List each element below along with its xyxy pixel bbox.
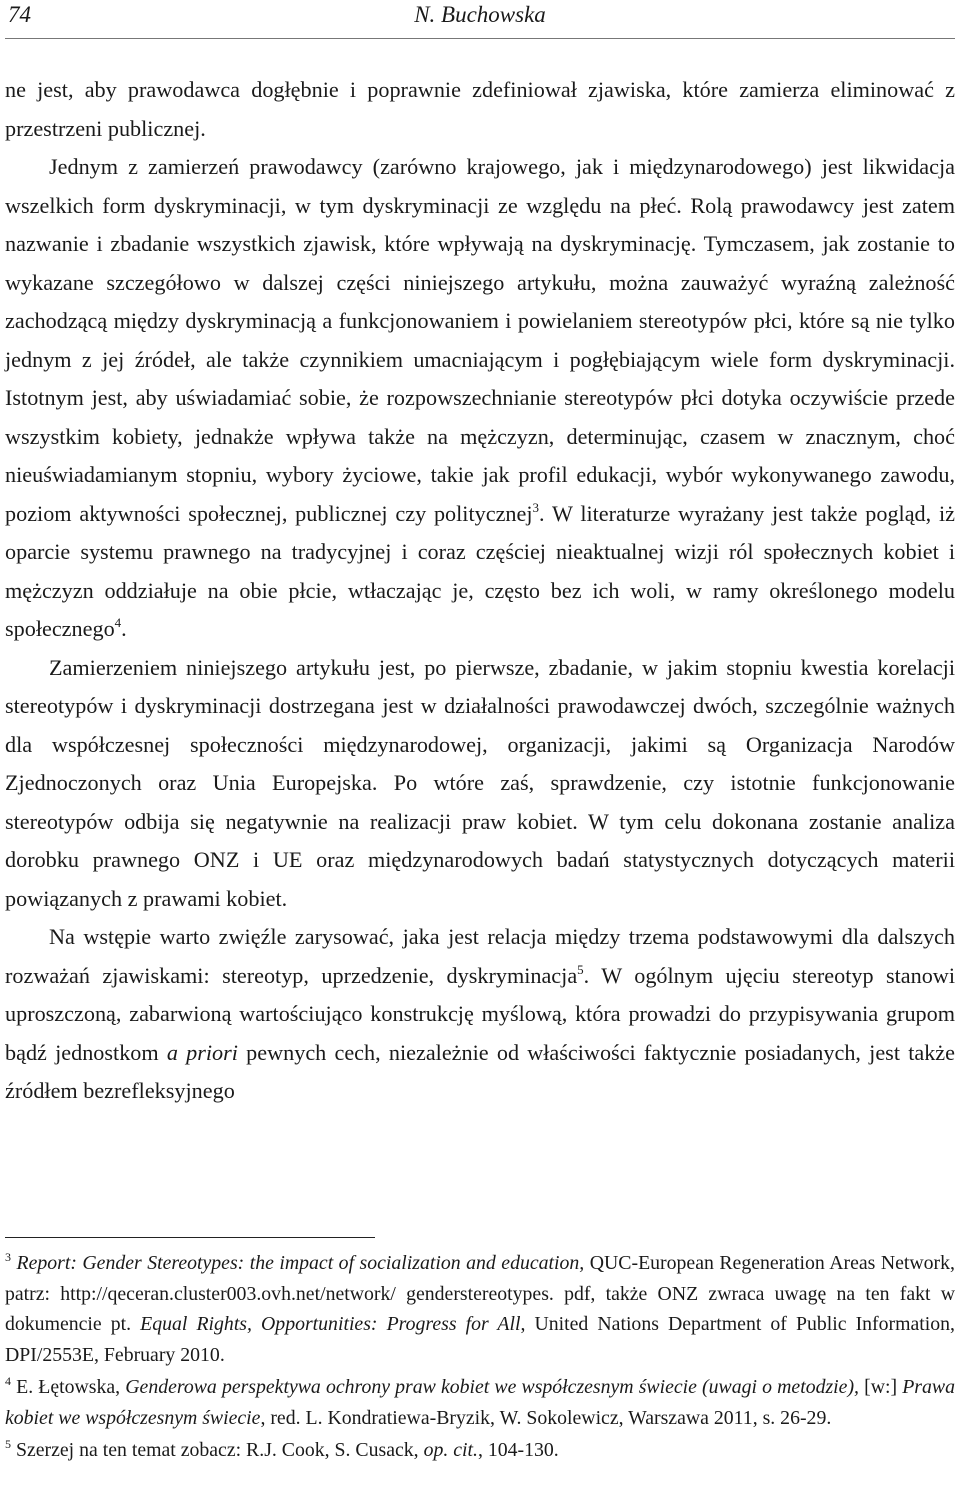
paragraph-text: ne jest, aby prawodawca dogłębnie i poprawnie zdefiniował zjawiska, które zamierza eliminować z przestrzeni publicznej. [5,77,955,141]
footnote [5,1372,955,1433]
footnotes [5,1248,955,1468]
paragraph-text: . W ogólnym ujęciu stereotyp stanowi uproszczoną, zabarwioną wartościująco konstrukcję myślową, która prowadzi do przypisywania grupom bądź jednostkom [5,962,955,1065]
footnote-italic: Equal Rights, Opportunities: Progress for All [140,1313,521,1335]
footnote-ref[interactable]: 3 [532,499,540,515]
running-head-author: N. Buchowska [414,2,546,27]
footnote-text: [w:] [859,1376,903,1398]
footnote-text: , red. L. Kondratiewa-Bryzik, W. Sokolewicz, Warszawa 2011, s. 26-29. [260,1406,832,1429]
paragraph-text: Zamierzeniem niniejszego artykułu jest, po pierwsze, zbadanie, w jakim stopniu kwestia korelacji stereotypów i dyskryminacji dostrzegana jest w działalności prawodawczej dwóch, szczególnie ważnych dla współczesnej społeczności międzynarodowej, organizacji, jakimi są Organizacja Narodów Zjednoczonych oraz Unia Europejska. Po wtóre zaś, sprawdzenie, czy istotnie funkcjonowanie stereotypów odbija się negatywnie na realizacji praw kobiet. W tym celu dokonana zostanie analiza dorobku prawnego ONZ i UE oraz międzynarodowych badań statystycznych dotyczących materii powiązanych z prawami kobiet. [5,654,955,911]
footnote-number: 4 [5,1374,11,1388]
paragraph-text: pewnych cech, niezależnie od właściwości faktycznie posiadanych, jest także źródłem bezrefleksyjnego [5,1039,955,1103]
paragraph [5,148,955,649]
paragraph [5,918,955,1111]
main-text [5,71,955,1111]
page-number: 74 [8,2,31,27]
footnote-italic: op. cit. [423,1439,478,1461]
footnote-text: Szerzej na ten temat zobacz: R.J. Cook, S. Cusack, [15,1439,424,1461]
footnote-separator [5,1237,375,1238]
running-header [5,0,955,36]
paragraph-continued [5,71,955,148]
footnote-text: QUC-European Regeneration Areas Network, patrz: http://qeceran.cluster003.ovh.net/network/ genderstereotypes. pdf, także ONZ zwraca uwagę na ten fakt w dokumencie pt. [5,1252,955,1335]
footnote-italic: Report: Gender Stereotypes: the impact of socialization and education, [16,1252,585,1274]
paragraph-text: Jednym z zamierzeń prawodawcy (zarówno krajowego, jak i międzynarodowego) jest likwidacja wszelkich form dyskryminacji, w tym dyskryminacji ze względu na płeć. Rolą prawodawcy jest zatem nazwanie i zbadanie wszystkich zjawisk, które wpływają na dyskryminację. Tymczasem, jak zostanie to wykazane szczegółowo w dalszej części niniejszego artykułu, można zauważyć wyraźną zależność zachodzącą między dyskryminacją a funkcjonowaniem i powielaniem stereotypów płci, które są nie tylko jednym z jej źródeł, ale także czynnikiem umacniającym i pogłębiającym wiele form dyskryminacji. Istotnym jest, aby uświadamiać sobie, że rozpowszechnianie stereotypów płci dotyka oczywiście przede wszystkim kobiety, jednakże wpływa także na mężczyzn, determinując, czasem w znacznym, choć nieuświadamianym stopniu, wybory życiowe, takie jak profil edukacji, wybór wykonywanego zawodu, poziom aktywności społecznej, publicznej czy politycznej [5,154,955,526]
paragraph [5,649,955,919]
footnote [5,1248,955,1370]
footnote-italic: Genderowa perspektywa ochrony praw kobiet we współczesnym świecie (uwagi o metodzie), [125,1376,859,1398]
italic-term: a priori [166,1039,238,1065]
footnote-text: , 104-130. [477,1439,559,1461]
header-rule [5,38,955,39]
paragraph-text: . W literaturze wyrażany jest także pogląd, iż oparcie systemu prawnego na tradycyjnej i coraz częściej nieaktualnej wizji ról społecznych kobiet i mężczyzn oddziałuje na obie płcie, wtłaczając je, często bez ich woli, w ramy określonego modelu społecznego [5,500,955,641]
footnote-text: E. Łętowska, [16,1376,126,1398]
footnote-number: 3 [5,1250,11,1264]
footnote-text: , United Nations Department of Public Information, DPI/2553E, February 2010. [5,1313,955,1366]
document-page [5,0,955,1461]
paragraph-text: Na wstępie warto zwięźle zarysować, jaka jest relacja między trzema podstawowymi dla dalszych rozważań zjawiskami: stereotyp, uprzedzenie, dyskryminacja [5,924,955,988]
footnote-ref[interactable]: 4 [114,615,122,630]
footnote-number: 5 [5,1437,11,1451]
footnote [5,1435,955,1466]
paragraph-text: . [121,616,127,641]
footnote-italic: Prawa kobiet we współczesnym świecie [5,1376,955,1429]
footnote-ref[interactable]: 5 [577,961,584,977]
